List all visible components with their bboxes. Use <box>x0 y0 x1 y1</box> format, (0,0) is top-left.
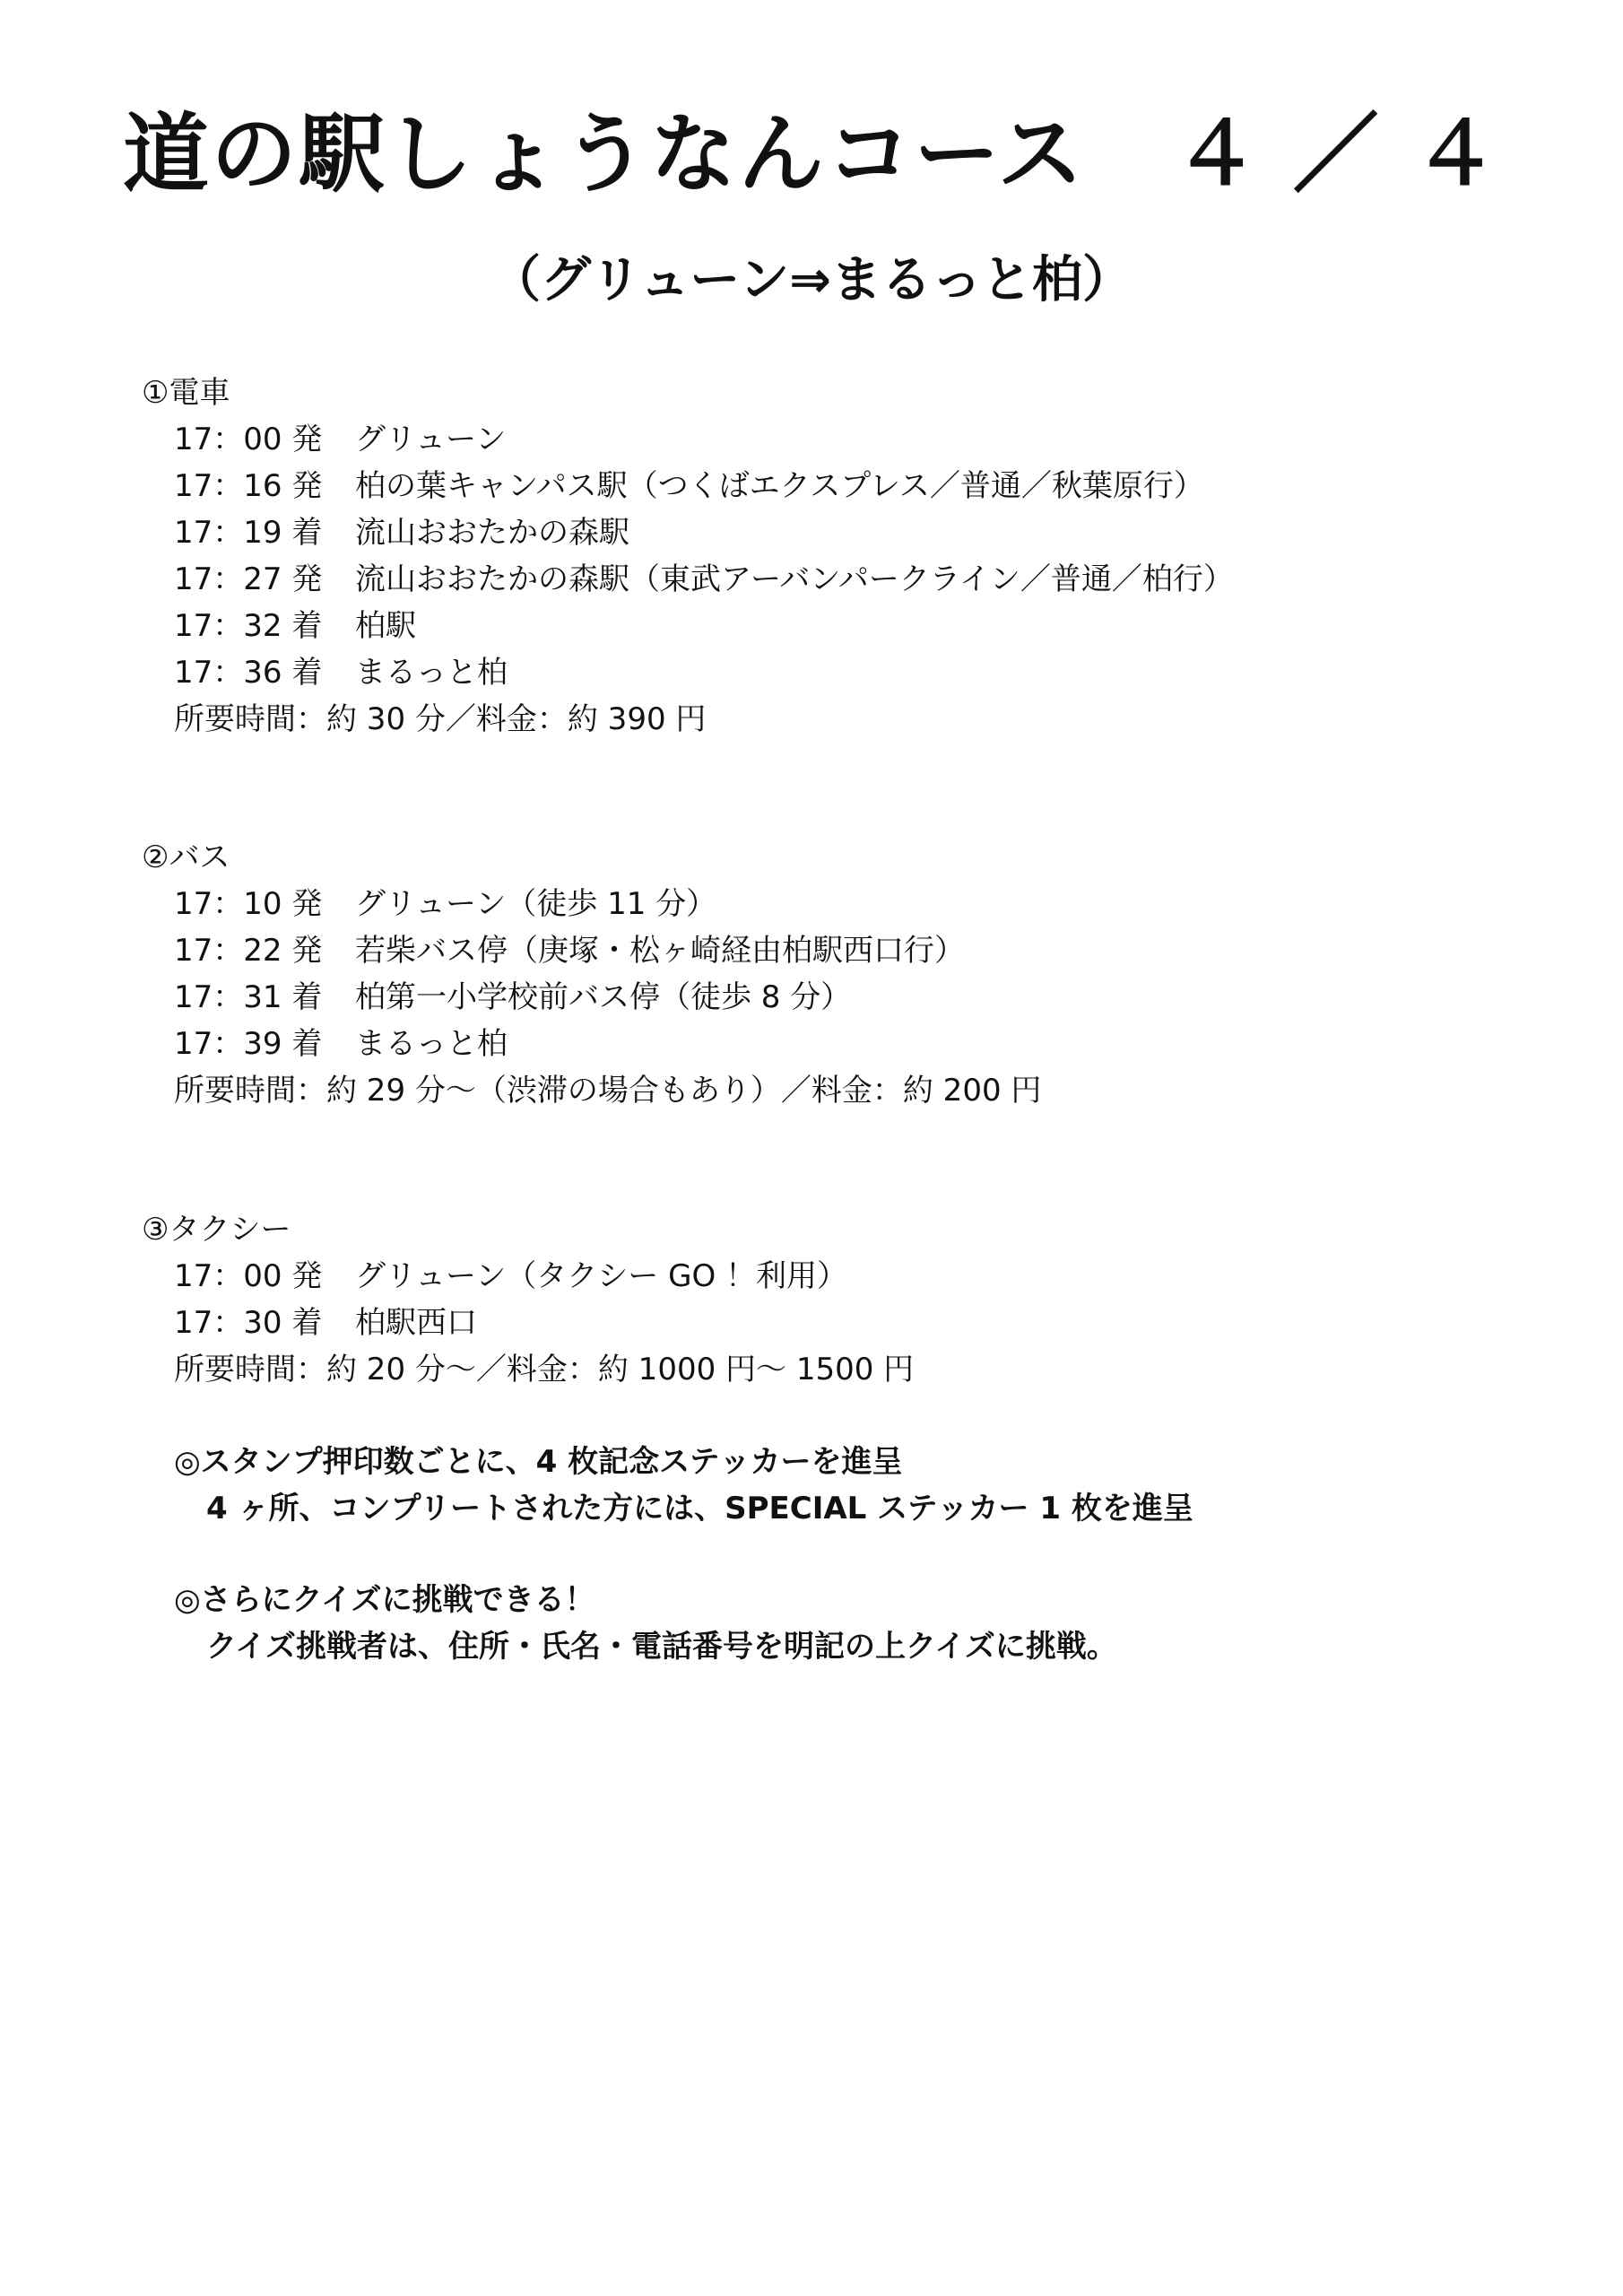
section-taxi <box>142 1206 1541 1393</box>
schedule-row <box>174 974 1541 1021</box>
section-heading: ②バス <box>142 839 230 875</box>
schedule-time: 17：19 着 <box>174 515 323 551</box>
schedule-stop: 柏駅 <box>355 608 416 644</box>
schedule-time: 17：32 着 <box>174 608 323 644</box>
schedule-time: 17：30 着 <box>174 1305 323 1341</box>
section-summary: 所要時間：約 30 分／料金：約 390 円 <box>174 701 707 737</box>
section-bus <box>142 834 1541 1114</box>
page-subtitle: （グリューン⇒まるっと柏） <box>490 251 1133 309</box>
schedule-row <box>174 881 1541 927</box>
schedule-stop: 若柴バス停（庚塚・松ヶ崎経由柏駅西口行） <box>355 933 965 969</box>
schedule-time: 17：27 発 <box>174 561 323 597</box>
schedule-row <box>174 556 1541 603</box>
schedule-row <box>174 1021 1541 1067</box>
schedule-row <box>174 1253 1541 1300</box>
schedule-stop: 柏駅西口 <box>355 1305 477 1341</box>
schedule-time: 17：10 発 <box>174 886 323 922</box>
section-summary: 所要時間：約 29 分～（渋滞の場合もあり）／料金：約 200 円 <box>174 1073 1042 1109</box>
schedule-stop: 柏第一小学校前バス停（徒歩 8 分） <box>355 979 852 1015</box>
schedule-stop: 柏の葉キャンパス駅（つくばエクスプレス／普通／秋葉原行） <box>355 468 1204 504</box>
schedule-row <box>174 416 1541 463</box>
note-line: 4 ヶ所、コンプリートされた方には、SPECIAL ステッカー 1 枚を進呈 <box>206 1491 1193 1526</box>
schedule-row <box>174 649 1541 696</box>
section-summary: 所要時間：約 20 分～／料金：約 1000 円～ 1500 円 <box>174 1352 915 1387</box>
schedule-time: 17：00 発 <box>174 422 323 457</box>
section-train <box>142 370 1541 743</box>
section-heading: ①電車 <box>142 375 230 411</box>
schedule-row <box>174 509 1541 556</box>
schedule-time: 17：16 発 <box>174 468 323 504</box>
schedule-row <box>174 927 1541 974</box>
schedule-stop: 流山おおたかの森駅（東武アーバンパークライン／普通／柏行） <box>355 561 1234 597</box>
schedule-time: 17：36 着 <box>174 655 323 691</box>
schedule-stop: グリューン（タクシー GO ！利用） <box>355 1258 848 1294</box>
schedule-stop: まるっと柏 <box>355 1026 508 1062</box>
schedule-row <box>174 1300 1541 1346</box>
note-line: ◎スタンプ押印数ごとに、4 枚記念ステッカーを進呈 <box>174 1444 903 1480</box>
schedule-time: 17：39 着 <box>174 1026 323 1062</box>
schedule-time: 17：00 発 <box>174 1258 323 1294</box>
schedule-stop: グリューン（徒歩 11 分） <box>355 886 717 922</box>
schedule-row <box>174 603 1541 649</box>
schedule-time: 17：31 着 <box>174 979 323 1015</box>
schedule-row <box>174 463 1541 509</box>
note-spacer <box>174 1532 1519 1577</box>
schedule-stop: まるっと柏 <box>355 655 508 691</box>
schedule-time: 17：22 発 <box>174 933 323 969</box>
page-title: 道の駅しょうなんコース ４ ／ ４ <box>122 104 1501 204</box>
section-heading: ③タクシー <box>142 1212 291 1248</box>
notes-block <box>174 1439 1519 1670</box>
schedule-stop: 流山おおたかの森駅 <box>355 515 629 551</box>
note-line: クイズ挑戦者は、住所・氏名・電話番号を明記の上クイズに挑戦。 <box>206 1629 1117 1665</box>
note-line: ◎さらにクイズに挑戦できる！ <box>174 1582 595 1618</box>
schedule-stop: グリューン <box>355 422 507 457</box>
